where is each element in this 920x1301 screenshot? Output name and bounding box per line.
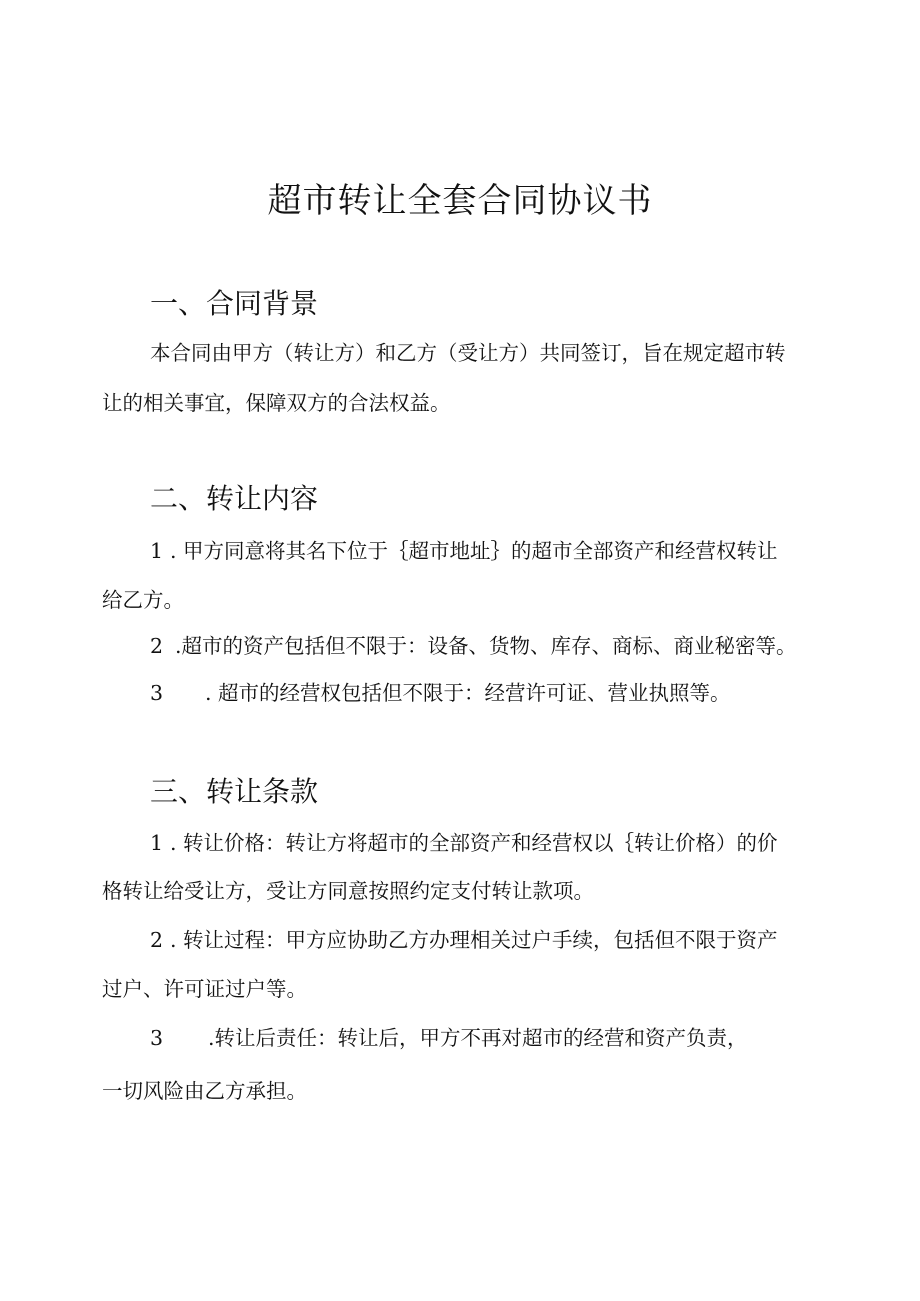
item-line: 格转让给受让方，受让方同意按照约定支付转让款项。 [102, 879, 594, 903]
item-line: . 超市的经营权包括但不限于：经营许可证、营业执照等。 [205, 681, 731, 705]
section-heading-transfer-content: 二、转让内容 [150, 482, 319, 515]
item-number: 3 [150, 681, 164, 705]
item-line: . 甲方同意将其名下位于｛超市地址｝的超市全部资产和经营权转让 [170, 539, 778, 563]
item-line: . 转让过程：甲方应协助乙方办理相关过户手续，包括但不限于资产 [170, 928, 778, 952]
item-line: . 转让价格：转让方将超市的全部资产和经营权以｛转让价格）的价 [170, 831, 778, 855]
item-number: 3 [150, 1026, 164, 1050]
item-line: .超市的资产包括但不限于：设备、货物、库存、商标、商业秘密等。 [175, 634, 797, 658]
section-heading-transfer-terms: 三、转让条款 [150, 775, 319, 808]
item-line: 一切风险由乙方承担。 [102, 1079, 307, 1103]
paragraph-line: 本合同由甲方（转让方）和乙方（受让方）共同签订，旨在规定超市转 [150, 341, 786, 365]
item-number: 1 [150, 831, 164, 855]
document-title: 超市转让全套合同协议书 [267, 181, 653, 221]
item-line: 过户、许可证过户等。 [102, 977, 307, 1001]
paragraph-line: 让的相关事宜，保障双方的合法权益。 [102, 391, 451, 415]
item-number: 2 [150, 634, 164, 658]
item-number: 1 [150, 539, 164, 563]
section-heading-background: 一、合同背景 [150, 287, 319, 320]
item-line: 给乙方。 [102, 588, 184, 612]
item-number: 2 [150, 928, 164, 952]
item-line: .转让后责任：转让后，甲方不再对超市的经营和资产负责， [208, 1026, 748, 1050]
